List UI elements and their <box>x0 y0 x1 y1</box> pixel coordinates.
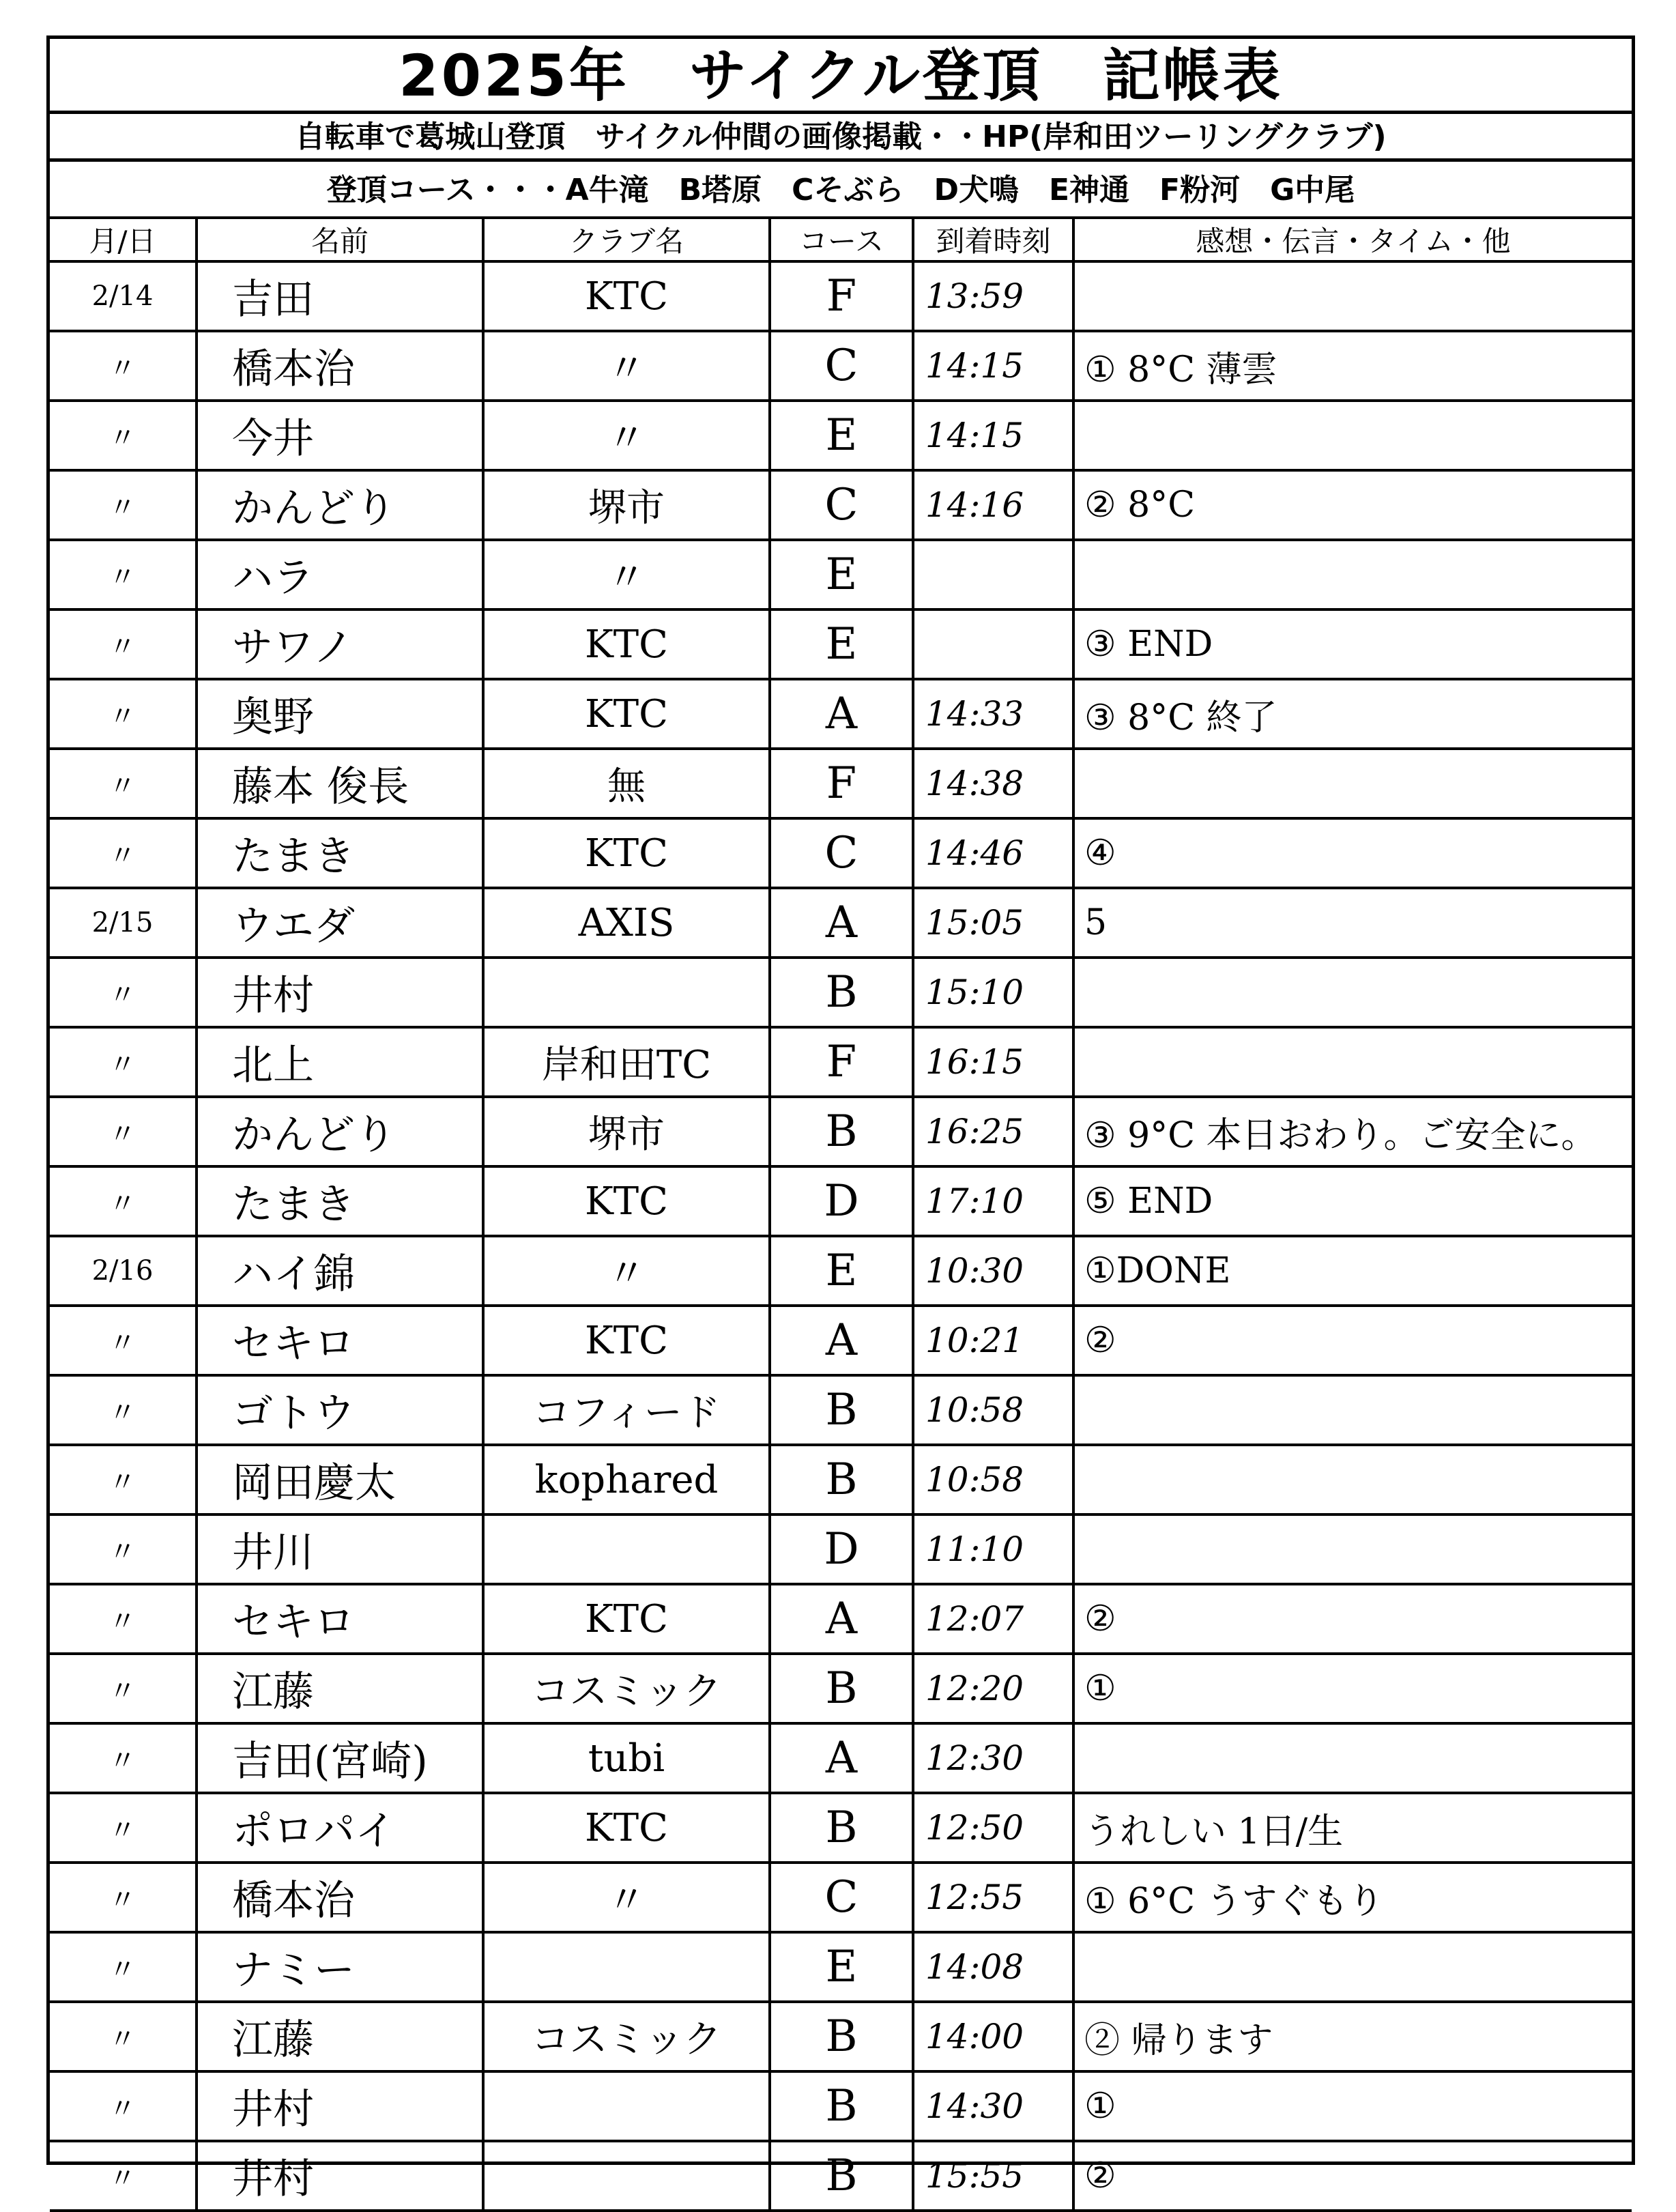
cell-course: A <box>770 1584 913 1654</box>
cell-message <box>1073 1375 1632 1445</box>
cell-time: 12:07 <box>913 1584 1073 1654</box>
cell-course: A <box>770 888 913 958</box>
cell-club: 〃 <box>483 1236 770 1306</box>
cell-date: 〃 <box>50 1445 197 1514</box>
table-row <box>50 331 1632 401</box>
cell-name: 岡田慶太 <box>197 1445 483 1514</box>
cell-name: 橋本治 <box>197 331 483 401</box>
cell-name: ハラ <box>197 540 483 609</box>
cell-course: B <box>770 1445 913 1514</box>
cell-message: ① <box>1073 2071 1632 2141</box>
cell-club <box>483 1932 770 2002</box>
cell-course: F <box>770 261 913 331</box>
cell-message <box>1073 1027 1632 1097</box>
cell-message: ① 6°C うすぐもり <box>1073 1863 1632 1932</box>
cell-name: サワノ <box>197 609 483 679</box>
cell-club: KTC <box>483 1166 770 1236</box>
column-header-date: 月/日 <box>50 218 197 261</box>
cell-date: 〃 <box>50 331 197 401</box>
cell-club <box>483 1514 770 1584</box>
cell-course: C <box>770 470 913 540</box>
table-row <box>50 1932 1632 2002</box>
cell-date: 〃 <box>50 1306 197 1375</box>
cell-message: ② 帰ります <box>1073 2002 1632 2071</box>
table-row <box>50 1375 1632 1445</box>
cell-course: A <box>770 1306 913 1375</box>
cell-course: B <box>770 2141 913 2211</box>
cell-message <box>1073 261 1632 331</box>
cell-message: ③ 8°C 終了 <box>1073 679 1632 749</box>
cell-course: B <box>770 2002 913 2071</box>
cell-time: 14:38 <box>913 749 1073 818</box>
table-row <box>50 1027 1632 1097</box>
cell-name: 井村 <box>197 958 483 1027</box>
cell-date: 〃 <box>50 470 197 540</box>
cell-name: 吉田 <box>197 261 483 331</box>
table-row <box>50 1445 1632 1514</box>
table-row <box>50 2002 1632 2071</box>
cell-name: セキロ <box>197 1306 483 1375</box>
cell-date: 2/16 <box>50 1236 197 1306</box>
cell-date: 〃 <box>50 1584 197 1654</box>
cell-club: コスミック <box>483 2002 770 2071</box>
cell-name: ポロパイ <box>197 1793 483 1863</box>
cell-date: 〃 <box>50 2141 197 2211</box>
cell-date: 〃 <box>50 2002 197 2071</box>
cell-name: たまき <box>197 818 483 888</box>
cell-name: 吉田(宮崎) <box>197 1723 483 1793</box>
cell-name: 橋本治 <box>197 1863 483 1932</box>
table-row <box>50 401 1632 470</box>
cell-date: 〃 <box>50 958 197 1027</box>
cell-course: B <box>770 1097 913 1166</box>
cell-time: 15:05 <box>913 888 1073 958</box>
cell-course: F <box>770 1027 913 1097</box>
register-table <box>50 216 1632 2212</box>
table-row <box>50 1514 1632 1584</box>
cell-course: A <box>770 1723 913 1793</box>
cell-name: 今井 <box>197 401 483 470</box>
cell-date: 〃 <box>50 1863 197 1932</box>
cell-time: 12:50 <box>913 1793 1073 1863</box>
cell-club: 〃 <box>483 540 770 609</box>
cell-name: 奥野 <box>197 679 483 749</box>
cell-message <box>1073 540 1632 609</box>
table-row <box>50 818 1632 888</box>
table-row <box>50 1584 1632 1654</box>
cell-message <box>1073 1932 1632 2002</box>
cell-date: 〃 <box>50 1375 197 1445</box>
cell-time: 14:15 <box>913 331 1073 401</box>
cell-time: 13:59 <box>913 261 1073 331</box>
cell-date: 〃 <box>50 679 197 749</box>
table-row <box>50 470 1632 540</box>
table-row <box>50 958 1632 1027</box>
cell-time: 16:15 <box>913 1027 1073 1097</box>
table-row <box>50 2071 1632 2141</box>
cell-time: 10:21 <box>913 1306 1073 1375</box>
cell-club <box>483 958 770 1027</box>
cell-message <box>1073 749 1632 818</box>
table-row <box>50 888 1632 958</box>
cell-message: うれしい 1日/生 <box>1073 1793 1632 1863</box>
table-row <box>50 1166 1632 1236</box>
table-row <box>50 540 1632 609</box>
cell-course: B <box>770 1654 913 1723</box>
cell-club <box>483 2071 770 2141</box>
cell-club: 〃 <box>483 401 770 470</box>
table-row <box>50 261 1632 331</box>
cell-club: 〃 <box>483 1863 770 1932</box>
table-row <box>50 1863 1632 1932</box>
cell-time: 15:10 <box>913 958 1073 1027</box>
cell-course: E <box>770 609 913 679</box>
header-row <box>50 218 1632 261</box>
cell-club: KTC <box>483 1584 770 1654</box>
cell-message: ①DONE <box>1073 1236 1632 1306</box>
cell-club: AXIS <box>483 888 770 958</box>
cell-message: ③ END <box>1073 609 1632 679</box>
cell-message: 5 <box>1073 888 1632 958</box>
cell-club: KTC <box>483 1306 770 1375</box>
cell-time: 16:25 <box>913 1097 1073 1166</box>
cell-name: 井村 <box>197 2141 483 2211</box>
cell-course: F <box>770 749 913 818</box>
cell-date: 〃 <box>50 1654 197 1723</box>
column-header-message: 感想・伝言・タイム・他 <box>1073 218 1632 261</box>
cell-name: 北上 <box>197 1027 483 1097</box>
cell-name: かんどり <box>197 470 483 540</box>
cell-message: ① <box>1073 1654 1632 1723</box>
cell-club: 無 <box>483 749 770 818</box>
table-row <box>50 1793 1632 1863</box>
cell-course: A <box>770 679 913 749</box>
cell-date: 〃 <box>50 749 197 818</box>
cell-club: KTC <box>483 679 770 749</box>
cell-message <box>1073 958 1632 1027</box>
cell-date: 〃 <box>50 1723 197 1793</box>
cell-club: 堺市 <box>483 1097 770 1166</box>
cell-message: ② 8°C <box>1073 470 1632 540</box>
cell-name: 藤本 俊長 <box>197 749 483 818</box>
cell-club: kophared <box>483 1445 770 1514</box>
cell-name: 井川 <box>197 1514 483 1584</box>
cell-club: コスミック <box>483 1654 770 1723</box>
column-header-course: コース <box>770 218 913 261</box>
cell-date: 〃 <box>50 818 197 888</box>
cell-message: ③ 9°C 本日おわり。ご安全に。 <box>1073 1097 1632 1166</box>
cell-time: 12:30 <box>913 1723 1073 1793</box>
cell-name: ゴトウ <box>197 1375 483 1445</box>
cell-date: 〃 <box>50 2071 197 2141</box>
cell-time: 14:08 <box>913 1932 1073 2002</box>
cell-course: B <box>770 958 913 1027</box>
table-row <box>50 1097 1632 1166</box>
table-row <box>50 749 1632 818</box>
cell-message: ② <box>1073 1306 1632 1375</box>
table-row <box>50 1654 1632 1723</box>
cell-time: 11:10 <box>913 1514 1073 1584</box>
table-row <box>50 1723 1632 1793</box>
cell-course: E <box>770 1236 913 1306</box>
cell-time: 14:46 <box>913 818 1073 888</box>
cell-date: 〃 <box>50 1932 197 2002</box>
cell-date: 〃 <box>50 1097 197 1166</box>
cell-time <box>913 540 1073 609</box>
cell-time: 10:30 <box>913 1236 1073 1306</box>
cell-name: 江藤 <box>197 1654 483 1723</box>
cell-message <box>1073 401 1632 470</box>
cell-course: C <box>770 331 913 401</box>
cell-date: 〃 <box>50 1166 197 1236</box>
cell-course: C <box>770 1863 913 1932</box>
cell-time: 14:16 <box>913 470 1073 540</box>
cell-time: 14:15 <box>913 401 1073 470</box>
cell-date: 〃 <box>50 1793 197 1863</box>
table-row <box>50 1306 1632 1375</box>
course-legend: 登頂コース・・・A牛滝 B塔原 Cそぶら D犬鳴 E神通 F粉河 G中尾 <box>326 173 1355 207</box>
cell-date: 2/14 <box>50 261 197 331</box>
cell-name: ナミー <box>197 1932 483 2002</box>
cell-course: B <box>770 1793 913 1863</box>
cell-course: E <box>770 1932 913 2002</box>
cell-course: B <box>770 1375 913 1445</box>
cell-name: 井村 <box>197 2071 483 2141</box>
table-row <box>50 1236 1632 1306</box>
cell-date: 〃 <box>50 609 197 679</box>
cell-time: 14:30 <box>913 2071 1073 2141</box>
cell-date: 〃 <box>50 1514 197 1584</box>
cell-message <box>1073 1723 1632 1793</box>
cell-name: セキロ <box>197 1584 483 1654</box>
cell-name: ウエダ <box>197 888 483 958</box>
table-row <box>50 679 1632 749</box>
cell-time: 17:10 <box>913 1166 1073 1236</box>
register-sheet <box>46 35 1635 2203</box>
cell-course: D <box>770 1514 913 1584</box>
cell-name: たまき <box>197 1166 483 1236</box>
cell-course: D <box>770 1166 913 1236</box>
cell-course: B <box>770 2071 913 2141</box>
cell-time <box>913 609 1073 679</box>
cell-time: 10:58 <box>913 1445 1073 1514</box>
cell-message <box>1073 1445 1632 1514</box>
cell-time: 12:20 <box>913 1654 1073 1723</box>
table-row <box>50 609 1632 679</box>
cell-date: 〃 <box>50 1027 197 1097</box>
cell-name: ハイ錦 <box>197 1236 483 1306</box>
cell-time: 15:55 <box>913 2141 1073 2211</box>
cell-date: 〃 <box>50 540 197 609</box>
cell-time: 12:55 <box>913 1863 1073 1932</box>
cell-club: KTC <box>483 609 770 679</box>
cell-club: KTC <box>483 818 770 888</box>
cell-name: 江藤 <box>197 2002 483 2071</box>
column-header-time: 到着時刻 <box>913 218 1073 261</box>
cell-message: ① 8°C 薄雲 <box>1073 331 1632 401</box>
sheet-subtitle: 自転車で葛城山登頂 サイクル仲間の画像掲載・・HP(岸和田ツーリングクラブ) <box>50 114 1632 162</box>
cell-date: 2/15 <box>50 888 197 958</box>
cell-course: E <box>770 540 913 609</box>
cell-message: ④ <box>1073 818 1632 888</box>
sheet-title: 2025年 サイクル登頂 記帳表 <box>50 39 1632 114</box>
cell-message <box>1073 1514 1632 1584</box>
cell-message: ⑤ END <box>1073 1166 1632 1236</box>
cell-club: 岸和田TC <box>483 1027 770 1097</box>
cell-course: E <box>770 401 913 470</box>
register-rows <box>50 261 1632 2211</box>
cell-name: かんどり <box>197 1097 483 1166</box>
cell-time: 14:00 <box>913 2002 1073 2071</box>
cell-time: 10:58 <box>913 1375 1073 1445</box>
cell-time: 14:33 <box>913 679 1073 749</box>
cell-message: ② <box>1073 2141 1632 2211</box>
cell-message: ② <box>1073 1584 1632 1654</box>
cell-club: 〃 <box>483 331 770 401</box>
cell-club: KTC <box>483 261 770 331</box>
cell-date: 〃 <box>50 401 197 470</box>
column-header-club: クラブ名 <box>483 218 770 261</box>
column-header-name: 名前 <box>197 218 483 261</box>
cell-club: 堺市 <box>483 470 770 540</box>
cell-course: C <box>770 818 913 888</box>
cell-club: コフィード <box>483 1375 770 1445</box>
cell-club: KTC <box>483 1793 770 1863</box>
cell-club: tubi <box>483 1723 770 1793</box>
